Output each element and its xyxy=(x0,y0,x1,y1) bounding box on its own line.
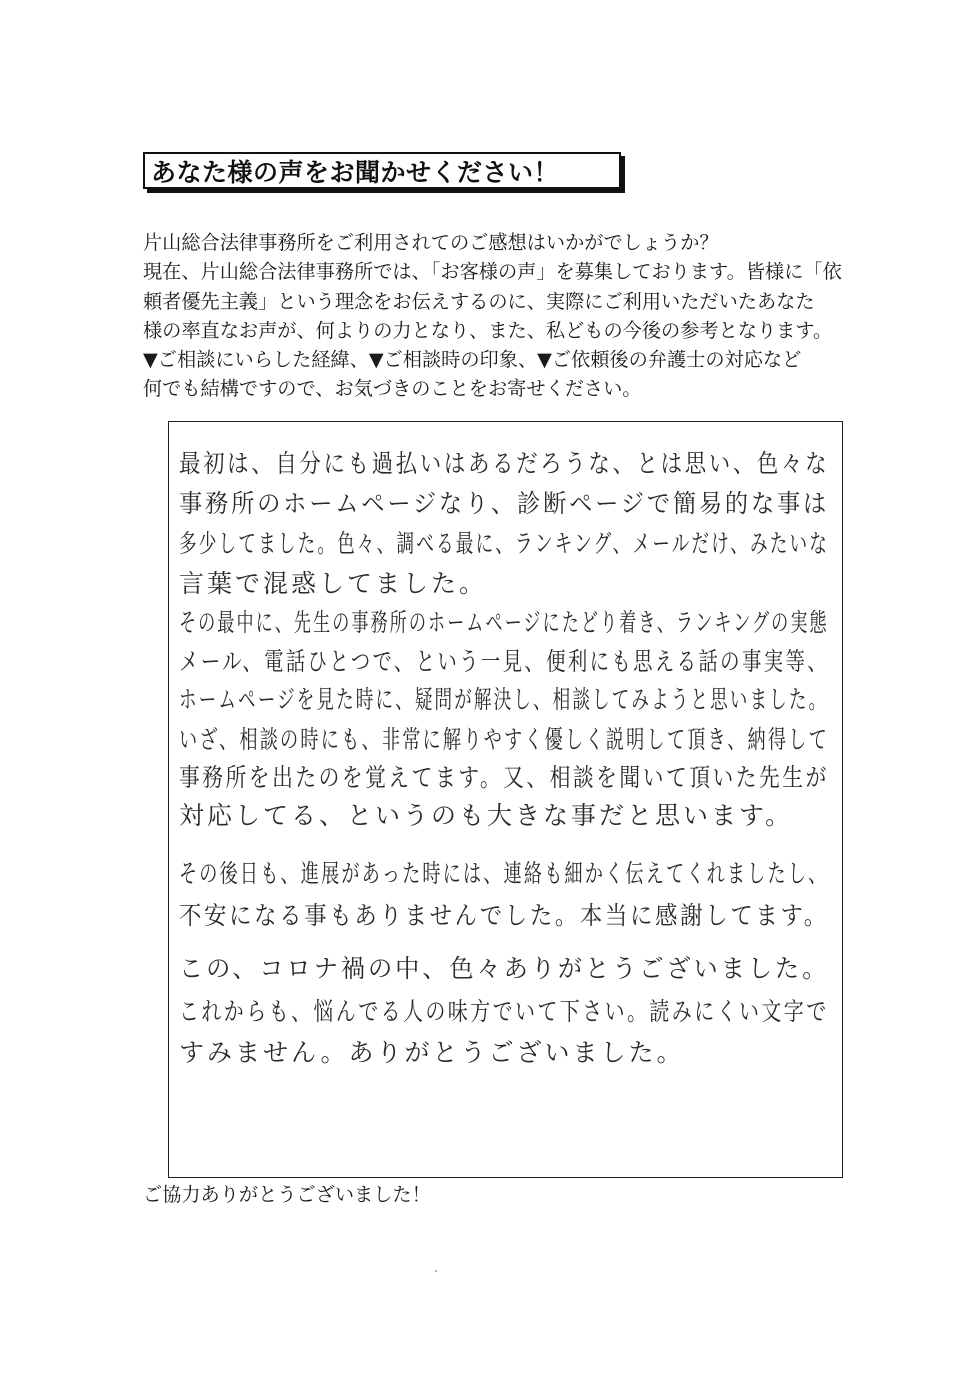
handwritten-line: 不安になる事もありませんでした。本当に感謝してます。 xyxy=(179,901,829,930)
handwritten-line: この、コロナ禍の中、色々ありがとうございました。 xyxy=(179,954,830,983)
handwritten-line: その最中に、先生の事務所のホームページにたどり着き、ランキングの実態 xyxy=(179,608,829,637)
handwritten-line: 事務所を出たのを覚えてます。又、相談を聞いて頂いた先生が xyxy=(179,763,829,792)
page-title-box xyxy=(143,152,621,189)
intro-paragraph xyxy=(143,228,853,404)
handwritten-line: その後日も、進展があった時には、連絡も細かく伝えてくれましたし、 xyxy=(179,859,829,888)
handwritten-line: 多少してました。色々、調べる最に、ランキング、メールだけ、みたいな xyxy=(179,529,830,558)
handwritten-line: メール、電話ひとつで、という一見、便利にも思える話の事実等、 xyxy=(179,647,829,676)
handwritten-line: ホームページを見た時に、疑問が解決し、相談してみようと思いました。 xyxy=(179,685,829,714)
intro-line: 様の率直なお声が、何よりの力となり、また、私どもの今後の参考となります。 xyxy=(143,318,833,342)
handwritten-line: 最初は、自分にも過払いはあるだろうな、とは思い、色々な xyxy=(179,449,830,478)
handwritten-line: 対応してる、というのも大きな事だと思います。 xyxy=(179,801,794,830)
thanks-message: ご協力ありがとうございました！ xyxy=(143,1183,431,1206)
handwritten-line: いざ、相談の時にも、非常に解りやすく優しく説明して頂き、納得して xyxy=(179,725,829,754)
handwritten-line: 事務所のホームページなり、診断ページで簡易的な事は xyxy=(179,489,830,518)
handwritten-line: 言葉で混惑してました。 xyxy=(179,569,488,598)
intro-line: 現在、片山総合法律事務所では、「お客様の声」を募集しております。皆様に「依 xyxy=(143,260,842,284)
intro-line: 片山総合法律事務所をご利用されてのご感想はいかがでしょうか？ xyxy=(143,231,719,254)
handwritten-line: これからも、悩んでる人の味方でいて下さい。読みにくい文字で xyxy=(179,997,829,1026)
intro-line: ▼ご相談にいらした経緯、▼ご相談時の印象、▼ご依頼後の弁護士の対応など xyxy=(143,348,802,372)
scan-speck xyxy=(435,1270,437,1272)
intro-line: 何でも結構ですので、お気づきのことをお寄せください。 xyxy=(143,377,642,401)
page-title: あなた様の声をお聞かせください！ xyxy=(151,157,560,187)
intro-line: 頼者優先主義」という理念をお伝えするのに、実際にご利用いただいたあなた xyxy=(143,289,815,313)
handwritten-line: すみません。ありがとうございました。 xyxy=(179,1038,685,1067)
handwritten-response-box xyxy=(168,421,843,1178)
